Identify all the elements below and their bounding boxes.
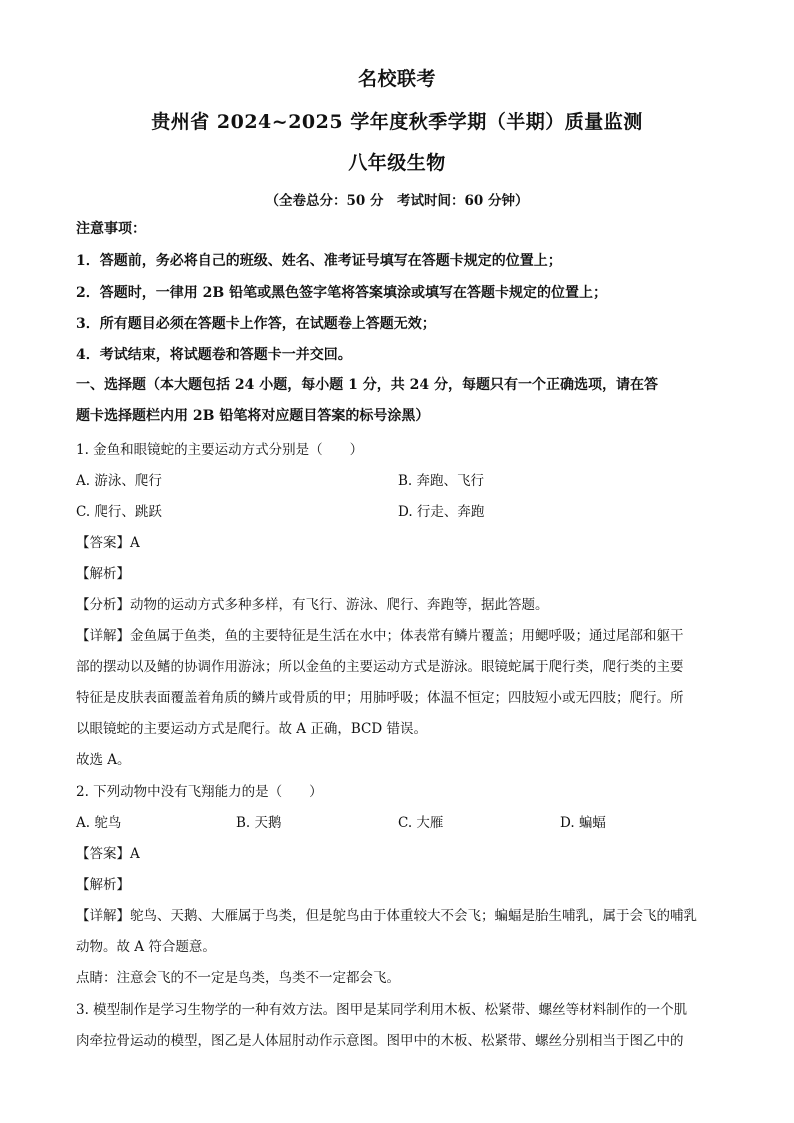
notes-item-4: 4．考试结束，将试题卷和答题卡一并交回。 [76, 347, 352, 363]
q1-detail-line-4: 以眼镜蛇的主要运动方式是爬行。故 A 正确，BCD 错误。 [76, 721, 427, 737]
q1-option-b: B. 奔跑、飞行 [398, 473, 485, 489]
q2-option-d: D. 蝙蝠 [560, 815, 606, 831]
exam-title: 贵州省 2024~2025 学年度秋季学期（半期）质量监测 [151, 111, 643, 133]
q1-answer: 【答案】A [76, 535, 140, 551]
q1-choose: 故选 A。 [76, 752, 131, 768]
notes-title: 注意事项： [76, 221, 146, 237]
section1-heading-line1: 一、选择题（本大题包括 24 小题，每小题 1 分，共 24 分，每题只有一个正确选项，请在答 [76, 377, 658, 393]
q1-fenxi: 【分析】动物的运动方式多种多样，有飞行、游泳、爬行、奔跑等，据此答题。 [76, 597, 549, 613]
q1-detail-line-3: 特征是皮肤表面覆盖着角质的鳞片或骨质的甲；用肺呼吸；体温不恒定；四肢短小或无四肢；爬行。所 [76, 690, 684, 706]
section1-heading-line2: 题卡选择题栏内用 2B 铅笔将对应题目答案的标号涂黑） [76, 408, 430, 424]
q2-analysis-label: 【解析】 [76, 877, 130, 893]
exam-score-time: （全卷总分：50 分 考试时间：60 分钟） [265, 193, 529, 209]
q1-detail-line-1: 【详解】金鱼属于鱼类，鱼的主要特征是生活在水中；体表常有鳞片覆盖；用鳃呼吸；通过尾部和躯干 [76, 628, 684, 644]
notes-item-1: 1．答题前，务必将自己的班级、姓名、准考证号填写在答题卡规定的位置上； [76, 253, 562, 269]
q1-stem: 1. 金鱼和眼镜蛇的主要运动方式分别是（ ） [76, 442, 364, 458]
notes-item-3: 3．所有题目必须在答题卡上作答，在试题卷上答题无效； [76, 316, 436, 332]
exam-series-title: 名校联考 [357, 68, 436, 90]
q1-analysis-label: 【解析】 [76, 566, 130, 582]
exam-subject: 八年级生物 [348, 152, 446, 174]
q1-option-c: C. 爬行、跳跃 [76, 504, 162, 520]
q1-option-d: D. 行走、奔跑 [398, 504, 485, 520]
q1-detail-line-2: 部的摆动以及鳍的协调作用游泳；所以金鱼的主要运动方式是游泳。眼镜蛇属于爬行类，爬行类的主要 [76, 659, 684, 675]
q2-stem: 2. 下列动物中没有飞翔能力的是（ ） [76, 784, 323, 800]
q2-answer: 【答案】A [76, 846, 140, 862]
q1-option-a: A. 游泳、爬行 [76, 473, 162, 489]
q3-stem-line-1: 3. 模型制作是学习生物学的一种有效方法。图甲是某同学利用木板、松紧带、螺丝等材料制作的一个肌 [76, 1002, 688, 1018]
q2-detail-line-1: 【详解】鸵鸟、天鹅、大雁属于鸟类，但是鸵鸟由于体重较大不会飞；蝙蝠是胎生哺乳，属于会飞的哺乳 [76, 908, 697, 924]
q2-option-c: C. 大雁 [398, 815, 444, 831]
q2-detail-line-2: 动物。故 A 符合题意。 [76, 939, 216, 955]
notes-item-2: 2．答题时，一律用 2B 铅笔或黑色签字笔将答案填涂或填写在答题卡规定的位置上； [76, 285, 608, 301]
q3-stem-line-2: 肉牵拉骨运动的模型，图乙是人体屈肘动作示意图。图甲中的木板、松紧带、螺丝分别相当于图乙中的 [76, 1033, 684, 1049]
q2-option-b: B. 天鹅 [236, 815, 282, 831]
q2-tip: 点睛：注意会飞的不一定是鸟类，鸟类不一定都会飞。 [76, 970, 400, 986]
q2-option-a: A. 鸵鸟 [76, 815, 122, 831]
